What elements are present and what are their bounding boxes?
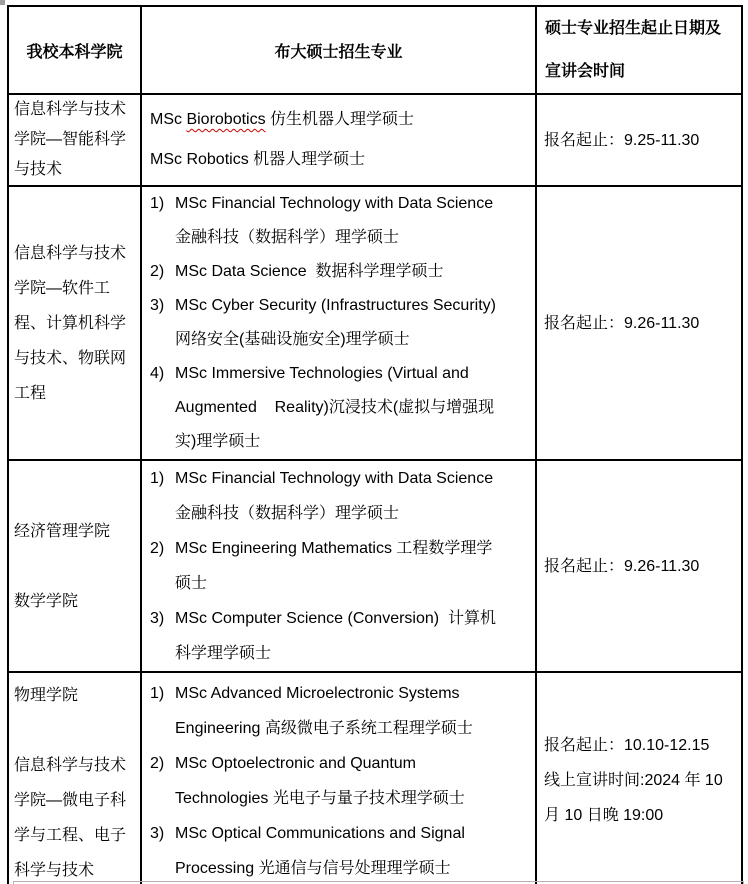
program-item	[142, 187, 535, 255]
header-programs-cell	[141, 6, 536, 94]
program-item	[142, 676, 535, 746]
program-line: MSc Optical Communications and Signal	[175, 824, 465, 842]
college-line: 信息科学与技术	[14, 244, 127, 262]
program-item	[142, 289, 535, 357]
program-number: 2)	[150, 263, 165, 280]
program-item	[142, 601, 535, 671]
programs-cell	[141, 186, 536, 460]
dates-cell	[536, 186, 742, 460]
college-cell	[8, 186, 141, 460]
program-item	[142, 461, 535, 531]
program-line: MSc Financial Technology with Data Science	[175, 195, 494, 212]
program-number: 1)	[150, 470, 165, 487]
table-row	[8, 460, 742, 672]
program-number: 3)	[150, 610, 165, 627]
program-line: 网络安全(基础设施安全)理学硕士	[175, 331, 410, 348]
dates-line: 报名起止：9.25-11.30	[544, 131, 700, 149]
programs-cell	[141, 460, 536, 672]
program-item	[142, 255, 535, 289]
program-line: 硕士	[175, 575, 208, 592]
header-dates-line: 硕士专业招生起止日期及	[545, 20, 722, 37]
college-line: 学院—智能科学	[14, 131, 127, 148]
college-line: 与技术	[14, 161, 63, 178]
program-line: MSc Data Science 数据科学理学硕士	[175, 263, 444, 280]
college-cell	[8, 94, 141, 186]
program-line: Engineering 高级微电子系统工程理学硕士	[175, 719, 473, 737]
table-row	[8, 94, 742, 186]
program-number: 3)	[150, 297, 165, 314]
programs-cell	[141, 94, 536, 186]
college-line: 学院—微电子科	[14, 792, 127, 809]
program-text: MSc	[150, 111, 187, 128]
college-line: 学与工程、电子	[14, 827, 127, 844]
college-line: 程、计算机科学	[14, 314, 127, 332]
admissions-table	[7, 5, 743, 884]
program-line: Augmented Reality)沉浸技术(虚拟与增强现	[175, 399, 495, 416]
program-line: 实)理学硕士	[175, 433, 261, 450]
college-cell	[8, 460, 141, 672]
misspelled-word: Biorobotics	[186, 111, 266, 128]
dates-line: 线上宣讲时间:2024 年 10	[544, 772, 723, 789]
program-line: 金融科技（数据科学）理学硕士	[175, 505, 400, 522]
college-line: 信息科学与技术	[14, 757, 127, 774]
program-item	[142, 531, 535, 601]
college-line	[14, 713, 136, 748]
program-number: 3)	[150, 824, 165, 842]
college-line: 物理学院	[14, 687, 79, 704]
dates-cell	[536, 94, 742, 186]
college-line: 与技术、物联网	[14, 349, 127, 367]
program-line: MSc Computer Science (Conversion) 计算机	[175, 610, 496, 627]
college-line: 经济管理学院	[14, 522, 111, 540]
program-line: MSc Cyber Security (Infrastructures Security)	[175, 297, 496, 314]
header-college-label: 我校本科学院	[26, 43, 123, 61]
program-item	[142, 746, 535, 816]
header-row	[8, 6, 742, 94]
header-dates-cell	[536, 6, 742, 94]
program-line: MSc Engineering Mathematics 工程数学理学	[175, 540, 493, 557]
program-line	[150, 100, 535, 140]
header-dates-line: 宣讲会时间	[545, 63, 626, 80]
program-text: 仿生机器人理学硕士	[265, 111, 415, 128]
program-number: 1)	[150, 684, 165, 702]
program-number: 1)	[150, 195, 165, 212]
dates-line: 报名起止：9.26-11.30	[544, 314, 700, 332]
program-line: MSc Advanced Microelectronic Systems	[175, 684, 460, 702]
program-line: MSc Robotics 机器人理学硕士	[150, 151, 366, 168]
program-line: MSc Optoelectronic and Quantum	[175, 754, 417, 772]
program-line: Processing 光通信与信号处理理学硕士	[175, 859, 451, 877]
table-row	[8, 186, 742, 460]
college-line: 学院—软件工	[14, 279, 111, 297]
college-line: 科学与技术	[14, 862, 95, 879]
program-number: 2)	[150, 540, 165, 557]
college-line: 信息科学与技术	[14, 101, 127, 118]
college-line	[14, 549, 136, 584]
program-item	[142, 816, 535, 884]
program-line: MSc Financial Technology with Data Science	[175, 470, 494, 487]
program-item	[142, 357, 535, 459]
program-line: 科学理学硕士	[175, 645, 272, 662]
college-line: 工程	[14, 384, 47, 402]
program-number: 2)	[150, 754, 165, 772]
page-corner-artifact	[0, 0, 5, 5]
college-cell	[8, 672, 141, 884]
table-row	[8, 672, 742, 884]
dates-line: 报名起止：10.10-12.15	[544, 737, 710, 754]
header-college-cell	[8, 6, 141, 94]
dates-cell	[536, 672, 742, 884]
program-number: 4)	[150, 365, 165, 382]
dates-line: 月 10 日晚 19:00	[544, 807, 664, 824]
programs-cell	[141, 672, 536, 884]
program-line: Technologies 光电子与量子技术理学硕士	[175, 789, 465, 807]
dates-line: 报名起止：9.26-11.30	[544, 557, 700, 575]
header-programs-label: 布大硕士招生专业	[274, 43, 403, 61]
dates-cell	[536, 460, 742, 672]
program-line: 金融科技（数据科学）理学硕士	[175, 229, 400, 246]
college-line: 数学学院	[14, 592, 79, 610]
program-line: MSc Immersive Technologies (Virtual and	[175, 365, 469, 382]
